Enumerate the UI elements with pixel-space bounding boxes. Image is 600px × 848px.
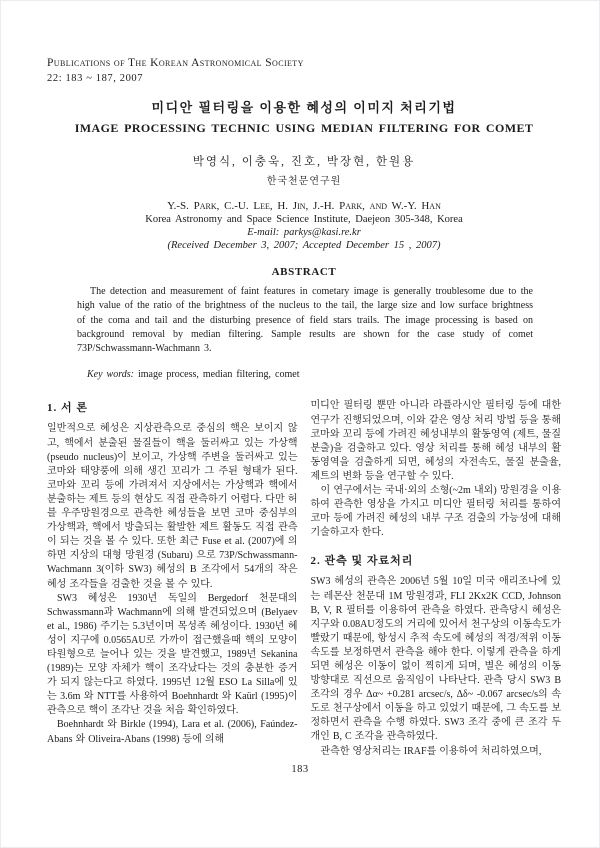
- abstract-heading: ABSTRACT: [271, 266, 337, 278]
- authors-english: Y.-S. Park, C.-U. Lee, H. Jin, J.-H. Park, and W.-Y. Han: [167, 200, 441, 212]
- paper-title-korean: 미디안 필터링을 이용한 혜성의 이미지 처리기법: [151, 100, 457, 115]
- page-number: 183: [291, 764, 309, 775]
- affiliation-korean: 한국천문연구원: [266, 176, 342, 187]
- journal-header: [47, 57, 561, 84]
- keywords-text: image process, median filtering, comet: [137, 369, 300, 381]
- intro-continuation-paragraph: 미디안 필터링 뿐만 아니라 라플라시안 필터링 등에 대한 연구가 진행되었으며, 이와 같은 영상 처리 방법 등을 통해 코마와 꼬리 등에 가려진 혜성내부의 활동영역 (제트, 물질 분출)을 검출하고 있다. 영상 처리를 통해 혜성 내부의 활동영역을 검출하게 되면, 혜성의 자전속도, 물질 분출율, 제트의 변화 등을 연구할 수 있다.: [310, 400, 561, 482]
- journal-name: Publications of The Korean Astronomical Society: [47, 57, 304, 69]
- left-column: [47, 399, 298, 758]
- right-column: [311, 399, 562, 758]
- observation-paragraph-1: SW3 혜성의 관측은 2006년 5월 10일 미국 애리조나에 있는 레몬산 천문대 1M 망원경과, FLI 2Kx2K CCD, Johnson B, V, R 필터를 이용하여 관측을 하였다. 관측당시 혜성은 지구와 0.08AU정도의 거리에 있어서 천구상의 이동속도가 빨랐기 때문에, 항성시 추적 속도에 혜성의 적경/적위 이동속도를 보정하면서 관측을 해야 한다. 이렇게 관측을 하게 되면 혜성은 이동이 없이 찍히게 되며, 별은 혜성의 이동 방향대로 직선으로 움직임이 나타난다. 관측 당시 SW3 B 조각의 경우 Δα~ +0.281 arcsec/s, Δδ~ -0.067 arcsec/s의 속도로 천구상에서 이동을 하고 있었기 때문에, 그 속도를 보정하면서 관측을 수행 하였다. SW3 조각 중에 큰 조각 두개인 B, C 조각을 관측하였다.: [310, 576, 561, 743]
- keywords-label: Key words:: [87, 369, 134, 381]
- received-accepted-line: (Received December 3, 2007; Accepted December 15 , 2007): [167, 240, 441, 251]
- keywords-line: [87, 369, 561, 380]
- section-1-heading: 1. 서 론: [47, 402, 89, 415]
- email-line: E-mail: parkys@kasi.re.kr: [247, 227, 361, 238]
- section-2-heading: 2. 관측 및 자료처리: [310, 555, 414, 568]
- paper-title-english: IMAGE PROCESSING TECHNIC USING MEDIAN FILTERING FOR COMET: [74, 121, 534, 135]
- intro-paragraph-2: SW3 혜성은 1930년 독일의 Bergedorf 천문대의 Schwassmann과 Wachmann에 의해 발견되었으며 (Belyaev et al., 1986) 주기는 5.3년이며 목성족 혜성이다. 1930년 혜성이 지구에 0.0565AU로 가까이 접근했을때 핵의 모양이 타원형으로 늘어나 있는 것을 발견했고, 1989년 Sekanina (1989)는 모양 자체가 핵이 조각났다는 것의 충분한 증거가 되지 않는다고 하였다. 1995년 12월 ESO La Silla에 있는 3.6m 와 NTT를 사용하여 Boehnhardt 와 Kaürl (1995)이 관측으로 핵이 조각난 것을 처음 확인하였다.: [47, 592, 298, 717]
- intro-paragraph-1: 일반적으로 혜성은 지상관측으로 중심의 핵은 보이지 않고, 핵에서 분출된 물질들이 핵을 둘러싸고 있는 가상핵(pseudo nucleus)이 보이고, 가상핵 주변을 둘러싸고 있는 코마와 태양풍에 의해 생긴 꼬리가 그 주된 형태가 된다. 코마와 꼬리 등에 가려져서 지상에서는 가상핵과 핵에서 분출하는 제트 등의 현상도 직접 관측하기 어렵다. 다만 허블 우주망원경으로 관측한 혜성들을 보면 코마 중심부의 가상핵과, 핵에서 방출되는 활발한 제트 활동도 직접 관측이 되는 것을 볼 수 있다. 또한 최근 Fuse et al. (2007)에 의하면 지상의 대형 망원경 (Subaru) 으로 73P/Schwassmann-Wachmann 3(이하 SW3) 혜성의 B 조각에서 54개의 작은 혜성 조각들을 검출한 것을 볼 수 있다.: [47, 423, 298, 590]
- abstract-body: The detection and measurement of faint features in cometary image is generally troublesome due to the high value of the ratio of the brightness of the nucleus to the tail, the large size and low surface brightness of the coma and tail and the disturbing presence of field stars trails. The image processing is based on background removal by median filtering. Sample results are shown for the case study of comet 73P/Schwassmann-Wachmann 3.: [77, 286, 533, 355]
- observation-paragraph-2: 관측한 영상처리는 IRAF를 이용하여 처리하였으며,: [320, 745, 542, 757]
- affiliation-english: Korea Astronomy and Space Science Institute, Daejeon 305-348, Korea: [145, 214, 463, 225]
- study-purpose-paragraph: 이 연구에서는 국내·외의 소형(~2m 내외) 망원경을 이용하여 관측한 영상을 가지고 미디안 필터링 처리를 통하여 코마 등에 가려진 혜성의 내부 구조 검출의 가능성에 대해 기술하고자 한다.: [310, 485, 561, 539]
- intro-paragraph-3: Boehnhardt 와 Birkle (1994), Lara et al. (2006), Faúndez-Abans 와 Oliveira-Abans (1998) 등에 의해: [47, 719, 298, 745]
- authors-korean: 박영식, 이충욱, 진호, 박장현, 한원용: [192, 156, 416, 168]
- journal-issue: 22: 183 ~ 187, 2007: [47, 73, 144, 84]
- two-column-body: [47, 399, 561, 758]
